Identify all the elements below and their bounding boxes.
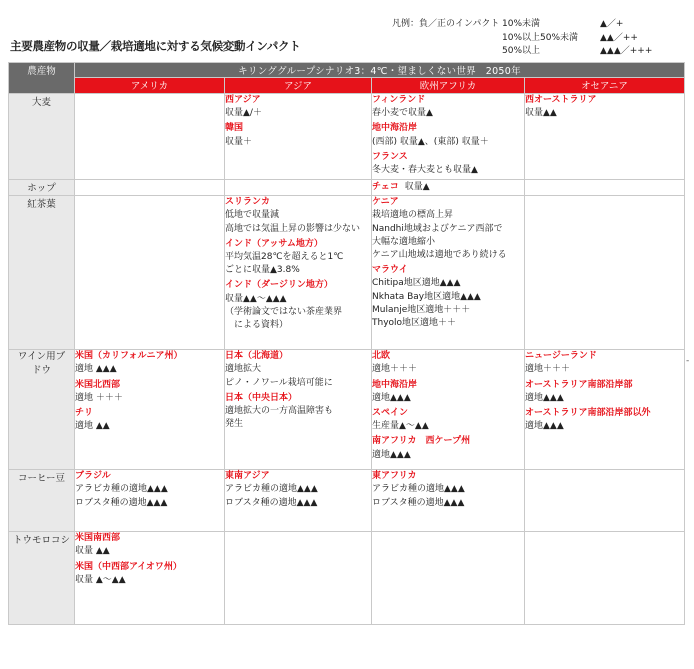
impact-text: 高地では気温上昇の影響は少ない (225, 223, 361, 234)
location-label: チリ (75, 408, 94, 419)
legend-range: 10%未満 (502, 19, 541, 29)
impact-text: 適地 ▲▲ (75, 421, 110, 432)
location-label: 日本（北海道） (225, 351, 289, 362)
impact-text: ロブスタ種の適地▲▲▲ (372, 497, 465, 508)
location-label: スペイン (372, 408, 409, 419)
impact-text: 適地 ＋＋＋ (75, 392, 123, 403)
location-name: チェコ (372, 182, 399, 192)
impact-text: 収量▲ (404, 182, 430, 192)
location-label: インド（アッサム地方） (225, 238, 323, 249)
impact-cell (372, 180, 525, 196)
impact-cell (372, 350, 525, 470)
impact-cell (75, 532, 225, 625)
location-label: 米国南西部 (75, 533, 121, 544)
impact-text: 栽培適地の標高上昇 (372, 210, 454, 221)
impact-text: 適地▲▲▲ (525, 421, 564, 432)
impact-text: 適地▲▲▲ (525, 392, 564, 403)
impact-text: 収量▲▲～▲▲▲ (225, 293, 287, 304)
location-label: 南アフリカ 西ケープ州 (372, 436, 471, 447)
crop-name: コーヒー豆 (9, 470, 75, 532)
impact-cell (372, 470, 525, 532)
table-row (9, 180, 685, 196)
impact-cell (525, 532, 685, 625)
impact-text: 収量 ▲～▲▲ (75, 574, 126, 585)
impact-cell (225, 532, 372, 625)
location-label: 東南アジア (225, 471, 270, 482)
impact-cell (75, 196, 225, 350)
location-label (372, 182, 399, 192)
location-label: 米国（カリフォルニア州） (75, 351, 183, 362)
impact-text: 春小麦で収量▲ (372, 108, 433, 119)
legend-range: 10%以上50%未満 (502, 33, 579, 43)
region-header: アジア (225, 78, 372, 94)
location-label: 米国北西部 (75, 379, 121, 390)
impact-text: Mulanje地区適地＋＋＋ (372, 304, 471, 315)
impact-text: アラビカ種の適地▲▲▲ (372, 484, 465, 495)
impact-text: Nkhata Bay地区適地▲▲▲ (372, 291, 481, 302)
impact-text: 平均気温28℃を超えると1℃ (225, 252, 344, 263)
impact-text: （学術論文ではない茶産業界 (225, 306, 343, 317)
location-label: 西アジア (225, 95, 261, 105)
impact-cell (525, 350, 685, 470)
impact-text: ピノ・ノワール栽培可能に (225, 377, 333, 388)
legend-label: 凡例：負／正のインパクト (392, 19, 500, 29)
location-label: オーストラリア南部沿岸部以外 (525, 408, 651, 419)
crop-name: 紅茶葉 (9, 196, 75, 350)
impact-cell (525, 94, 685, 180)
impact-cell (75, 94, 225, 180)
crop-column-header: 農産物 (9, 63, 75, 94)
impact-cell (75, 470, 225, 532)
impact-text: 適地 ▲▲▲ (75, 364, 117, 375)
location-label: ニュージーランド (525, 351, 597, 362)
location-label: 北欧 (372, 351, 391, 362)
scenario-header: キリンググループシナリオ3：4℃・望ましくない世界 2050年 (75, 63, 685, 78)
impact-text: (西部) 収量▲、(東部) 収量＋ (372, 136, 489, 147)
impact-text: 冬大麦・春大麦とも収量▲ (372, 165, 478, 176)
location-label: スリランカ (225, 197, 271, 208)
impact-cell (225, 94, 372, 180)
impact-text: Thyolo地区適地＋＋ (372, 318, 457, 329)
impact-text: アラビカ種の適地▲▲▲ (225, 484, 318, 495)
location-label: 日本（中央日本） (225, 392, 298, 403)
table-row (9, 470, 685, 532)
side-mark: - (686, 356, 690, 366)
region-header: 欧州アフリカ (372, 78, 525, 94)
location-label: インド（ダージリン地方） (225, 280, 333, 291)
impact-text: Nandhi地域およびケニア西部で (372, 223, 503, 234)
impact-text: 適地▲▲▲ (372, 392, 411, 403)
location-label: 韓国 (225, 123, 244, 134)
impact-cell (525, 196, 685, 350)
impact-text: 適地▲▲▲ (372, 449, 411, 460)
crop-name: 大麦 (9, 94, 75, 180)
impact-cell (372, 532, 525, 625)
impact-text: 大幅な適地縮小 (372, 236, 436, 247)
impact-text: Chitipa地区適地▲▲▲ (372, 278, 461, 289)
impact-cell (225, 470, 372, 532)
impact-table (8, 62, 685, 625)
location-label: マラウイ (372, 265, 408, 276)
impact-text: ロブスタ種の適地▲▲▲ (225, 497, 318, 508)
table-row (9, 350, 685, 470)
impact-cell (75, 350, 225, 470)
location-label: 地中海沿岸 (372, 379, 418, 390)
location-label: 地中海沿岸 (372, 123, 418, 134)
impact-cell (225, 180, 372, 196)
table-row (9, 532, 685, 625)
impact-text: 適地＋＋＋ (372, 364, 418, 375)
impact-cell (225, 350, 372, 470)
impact-text: 発生 (225, 419, 244, 430)
location-label: 東アフリカ (372, 471, 417, 482)
crop-name: トウモロコシ (9, 532, 75, 625)
legend-symbol: ▲▲▲／+++ (600, 46, 653, 56)
impact-text: 収量＋ (225, 136, 253, 147)
crop-name: ワイン用ブドウ (9, 350, 75, 470)
impact-text: ケニア山地域は適地であり続ける (372, 250, 507, 261)
impact-text: 適地＋＋＋ (525, 364, 571, 375)
legend-range: 50%以上 (502, 46, 541, 56)
impact-text: ロブスタ種の適地▲▲▲ (75, 497, 168, 508)
region-header: アメリカ (75, 78, 225, 94)
table-row (9, 94, 685, 180)
impact-text: 収量▲▲ (525, 108, 557, 119)
location-label: 西オーストラリア (525, 95, 597, 105)
impact-text: 低地で収量減 (225, 210, 280, 221)
impact-cell (372, 94, 525, 180)
impact-text: 生産量▲～▲▲ (372, 421, 429, 432)
crop-name: ホップ (9, 180, 75, 196)
legend-symbol: ▲／+ (600, 19, 624, 29)
impact-text: アラビカ種の適地▲▲▲ (75, 484, 168, 495)
location-label: フランス (372, 151, 408, 162)
impact-text: 収量▲/＋ (225, 108, 262, 119)
page-title: 主要農産物の収量／栽培適地に対する気候変動インパクト (10, 39, 301, 53)
impact-text: 適地拡大の一方高温障害も (225, 406, 334, 417)
impact-cell (225, 196, 372, 350)
location-label: ブラジル (75, 471, 111, 482)
impact-cell (525, 180, 685, 196)
impact-text: による資料） (225, 320, 289, 331)
impact-cell (372, 196, 525, 350)
region-header: オセアニア (525, 78, 685, 94)
location-label: オーストラリア南部沿岸部 (525, 379, 633, 390)
impact-text: ごとに収量▲3.8% (225, 265, 300, 276)
impact-cell (75, 180, 225, 196)
impact-cell (525, 470, 685, 532)
impact-text: 適地拡大 (225, 364, 262, 375)
table-row (9, 196, 685, 350)
impact-text: 収量 ▲▲ (75, 546, 110, 557)
legend-symbol: ▲▲／++ (600, 33, 638, 43)
location-label: 米国（中西部アイオワ州） (75, 561, 182, 572)
location-label: フィンランド (372, 95, 426, 105)
location-label: ケニア (372, 197, 399, 208)
